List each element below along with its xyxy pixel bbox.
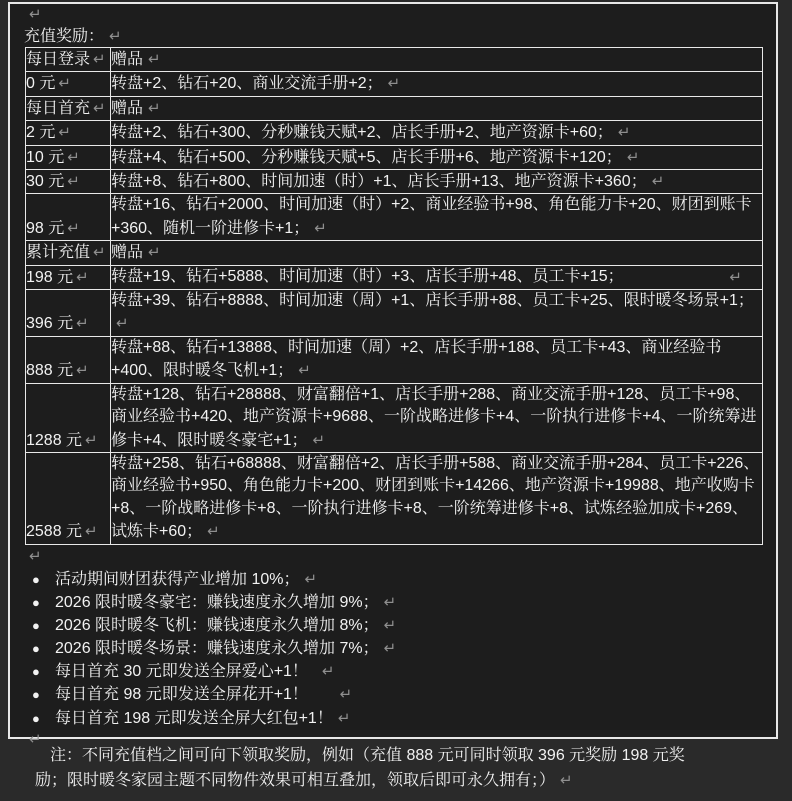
bullet-item — [24, 614, 776, 637]
empty-paragraph — [24, 545, 776, 568]
table-row — [26, 290, 763, 337]
tier-cell — [26, 72, 111, 96]
tier-label: 每日首充 — [26, 99, 91, 117]
paragraph-mark-icon: ↵ — [76, 361, 89, 380]
tier-cell — [26, 96, 111, 120]
note-text: 注：不同充值档之间可向下领取奖励，例如（充值 888 元可同时领取 396 元奖励 198 元奖励；限时暖冬家园主题不同物件效果可相互叠加，领取后即可永久拥有；） — [35, 747, 685, 789]
reward-text: 转盘+2、钻石+300、分秒赚钱天赋+2、店长手册+2、地产资源卡+60； — [111, 124, 613, 142]
table-row — [26, 383, 763, 452]
paragraph-mark-icon: ↵ — [298, 361, 311, 380]
tier-label: 10 元 — [26, 148, 65, 166]
bullet-item — [24, 707, 776, 730]
paragraph-mark-icon: ↵ — [85, 430, 98, 449]
reward-text: 赠品 — [111, 51, 144, 68]
reward-cell — [111, 383, 763, 452]
reward-text: 转盘+39、钻石+8888、时间加速（周）+1、店长手册+88、员工卡+25、限时暖冬场景+1； — [111, 292, 754, 310]
reward-cell — [111, 452, 763, 544]
tier-cell — [26, 145, 111, 169]
content-border-box — [8, 2, 778, 748]
title-paragraph — [24, 25, 776, 47]
tier-cell — [26, 170, 111, 194]
paragraph-mark-icon: ↵ — [383, 639, 397, 658]
table-row — [26, 452, 763, 544]
reward-text: 转盘+2、钻石+20、商业交流手册+2； — [111, 75, 383, 93]
reward-cell — [111, 121, 763, 145]
paragraph-mark-icon: ↵ — [148, 98, 161, 117]
tier-label: 每日登录 — [26, 51, 91, 68]
reward-cell — [111, 145, 763, 169]
reward-cell — [111, 336, 763, 383]
paragraph-mark-icon: ↵ — [560, 771, 573, 789]
reward-cell — [111, 48, 763, 72]
paragraph-mark-icon: ↵ — [387, 74, 401, 93]
paragraph-mark-icon: ↵ — [337, 708, 351, 727]
paragraph-mark-icon: ↵ — [29, 546, 42, 565]
reward-text: 转盘+258、钻石+68888、财富翻倍+2、店长手册+588、商业交流手册+284、员工卡+226、商业经验书+950、角色能力卡+200、财团到账卡+14266、地产资源卡+19988、地产收购卡+8、一阶战略进修卡+8、一阶执行进修卡+8、一阶统筹进修卡+8、试炼经验加成卡+269、试炼卡+60； — [111, 454, 760, 541]
bullet-marker-icon: ● — [32, 687, 40, 703]
note-paragraph — [35, 743, 691, 793]
tier-cell — [26, 452, 111, 544]
paragraph-mark-icon: ↵ — [29, 5, 42, 23]
tier-cell — [26, 48, 111, 72]
table-row — [26, 48, 763, 72]
table-row — [26, 194, 763, 241]
paragraph-mark-icon: ↵ — [339, 685, 353, 704]
bullet-text: 每日首充 30 元即发送全屏爱心+1！ — [55, 663, 317, 681]
tier-cell — [26, 241, 111, 265]
bullet-text: 每日首充 198 元即发送全屏大红包+1！ — [55, 709, 333, 727]
bullet-item — [24, 637, 776, 660]
tier-cell — [26, 290, 111, 337]
tier-label: 198 元 — [26, 268, 74, 286]
bullet-marker-icon: ● — [32, 617, 40, 633]
tier-label: 2588 元 — [26, 523, 83, 541]
table-row — [26, 336, 763, 383]
paragraph-mark-icon: ↵ — [312, 430, 326, 449]
paragraph-mark-icon: ↵ — [148, 50, 161, 68]
reward-cell — [111, 194, 763, 241]
reward-text: 转盘+19、钻石+5888、时间加速（时）+3、店长手册+48、员工卡+15； — [111, 267, 624, 285]
table-row — [26, 241, 763, 265]
paragraph-mark-icon: ↵ — [58, 123, 71, 142]
paragraph-mark-icon: ↵ — [67, 218, 80, 237]
table-row — [26, 121, 763, 145]
tier-label: 0 元 — [26, 75, 56, 93]
tier-label: 2 元 — [26, 124, 56, 142]
table-row — [26, 265, 763, 289]
bullet-marker-icon: ● — [32, 641, 40, 657]
paragraph-mark-icon: ↵ — [148, 243, 161, 262]
tier-label: 396 元 — [26, 315, 74, 333]
paragraph-mark-icon: ↵ — [626, 147, 640, 166]
paragraph-mark-icon: ↵ — [93, 50, 106, 68]
paragraph-mark-icon: ↵ — [93, 98, 106, 117]
bullet-text: 每日首充 98 元即发送全屏花开+1！ — [55, 686, 335, 704]
bullet-item — [24, 660, 776, 683]
bullet-item — [24, 591, 776, 614]
tier-label: 888 元 — [26, 362, 74, 380]
tier-label: 98 元 — [26, 219, 65, 237]
bullet-item — [24, 683, 776, 706]
tier-cell — [26, 265, 111, 289]
paragraph-mark-icon: ↵ — [321, 662, 335, 681]
paragraph-mark-icon: ↵ — [76, 267, 89, 286]
reward-text: 转盘+128、钻石+28888、财富翻倍+1、店长手册+288、商业交流手册+128、员工卡+98、商业经验书+420、地产资源卡+9688、一阶战略进修卡+4、一阶执行进修卡+4、一阶统筹进修卡+4、限时暖冬豪宅+1； — [111, 385, 757, 449]
section-title: 充值奖励： — [24, 28, 105, 45]
bullet-list — [24, 568, 776, 730]
reward-text: 转盘+88、钻石+13888、时间加速（周）+2、店长手册+188、员工卡+43、商业经验书+400、限时暖冬飞机+1； — [111, 338, 722, 380]
rewards-table — [25, 47, 763, 545]
paragraph-mark-icon: ↵ — [617, 123, 631, 142]
reward-text: 转盘+16、钻石+2000、时间加速（时）+2、商业经验书+98、角色能力卡+20、财团到账卡+360、随机一阶进修卡+1； — [111, 196, 752, 237]
bullet-marker-icon: ● — [32, 664, 40, 680]
tier-cell — [26, 121, 111, 145]
table-row — [26, 145, 763, 169]
tier-label: 30 元 — [26, 173, 65, 191]
paragraph-mark-icon: ↵ — [314, 218, 327, 237]
paragraph-mark-icon: ↵ — [383, 592, 397, 611]
table-row — [26, 72, 763, 96]
reward-text: 赠品 — [111, 99, 144, 117]
tier-label: 1288 元 — [26, 431, 83, 449]
paragraph-mark-icon: ↵ — [729, 267, 742, 286]
bullet-text: 活动期间财团获得产业增加 10%； — [55, 570, 300, 588]
reward-text: 转盘+8、钻石+800、时间加速（时）+1、店长手册+13、地产资源卡+360； — [111, 173, 647, 191]
bullet-marker-icon: ● — [32, 571, 40, 587]
paragraph-mark-icon: ↵ — [76, 314, 89, 333]
tier-cell — [26, 383, 111, 452]
paragraph-mark-icon: ↵ — [29, 729, 42, 748]
reward-cell — [111, 72, 763, 96]
bullet-text: 2026 限时暖冬豪宅：赚钱速度永久增加 9%； — [55, 593, 379, 611]
tier-label: 累计充值 — [26, 244, 91, 262]
paragraph-mark-icon: ↵ — [304, 569, 318, 588]
paragraph-mark-icon: ↵ — [67, 147, 80, 166]
paragraph-mark-icon: ↵ — [93, 243, 106, 262]
paragraph-mark-icon: ↵ — [109, 27, 122, 45]
bullet-marker-icon: ● — [32, 594, 40, 610]
rewards-table-body — [26, 48, 763, 545]
reward-cell — [111, 265, 763, 289]
table-row — [26, 170, 763, 194]
empty-paragraph — [24, 4, 776, 25]
reward-cell — [111, 96, 763, 120]
reward-text: 赠品 — [111, 244, 144, 262]
tier-cell — [26, 336, 111, 383]
table-row — [26, 96, 763, 120]
paragraph-mark-icon: ↵ — [383, 615, 397, 634]
paragraph-mark-icon: ↵ — [207, 522, 220, 541]
paragraph-mark-icon: ↵ — [58, 74, 71, 93]
reward-text: 转盘+4、钻石+500、分秒赚钱天赋+5、店长手册+6、地产资源卡+120； — [111, 148, 622, 166]
reward-cell — [111, 241, 763, 265]
paragraph-mark-icon: ↵ — [85, 522, 98, 541]
reward-cell — [111, 290, 763, 337]
paragraph-mark-icon: ↵ — [651, 172, 665, 191]
bullet-item — [24, 568, 776, 591]
tier-cell — [26, 194, 111, 241]
bullet-text: 2026 限时暖冬场景：赚钱速度永久增加 7%； — [55, 640, 379, 658]
paragraph-mark-icon: ↵ — [116, 314, 129, 333]
bullet-text: 2026 限时暖冬飞机：赚钱速度永久增加 8%； — [55, 616, 379, 634]
bullet-marker-icon: ● — [32, 710, 40, 726]
reward-cell — [111, 170, 763, 194]
paragraph-mark-icon: ↵ — [67, 172, 80, 191]
